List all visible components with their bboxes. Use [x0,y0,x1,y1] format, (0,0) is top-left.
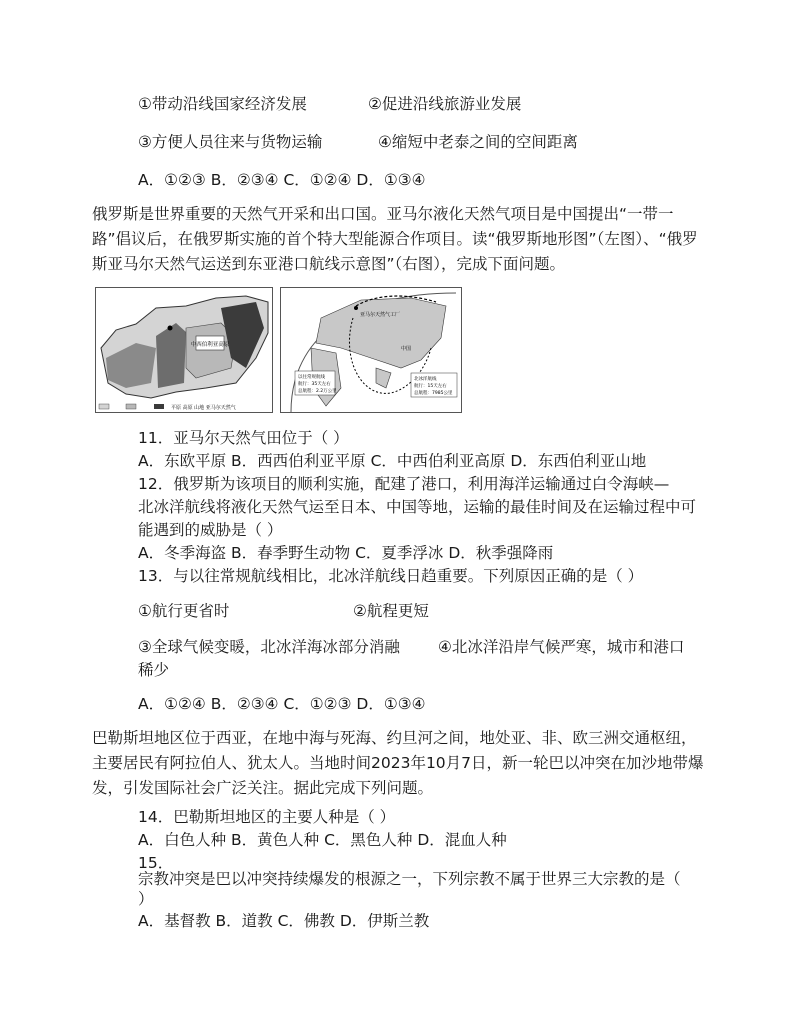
q13-option-3: ③全球气候变暖，北冰洋海冰部分消融 [138,638,400,656]
q15-choices: A．基督教 B．道教 C．佛教 D．伊斯兰教 [138,912,430,930]
q14-stem: 14．巴勒斯坦地区的主要人种是（ ） [138,808,396,826]
map-legend: 平原 高原 山地 亚马尔天然气 [171,405,236,411]
q13-option-4-cont: 稀少 [138,661,170,679]
q14-choices: A．白色人种 B．黄色人种 C．黑色人种 D．混血人种 [138,831,507,849]
q10-option-1: ①带动沿线国家经济发展 [138,95,307,113]
q13-choices: A．①②④ B．②③④ C．①②③ D．①③④ [138,695,426,713]
russia-terrain-map-graphic [96,288,272,412]
route2-distance: 总航程：7985公里 [414,391,453,396]
route1-time: 航行：35天左右 [298,382,331,387]
q15-stem: 宗教冲突是巴以冲突持续爆发的根源之一，下列宗教不属于世界三大宗教的是（ [138,870,681,888]
arctic-route-map-graphic [281,288,461,412]
q10-option-2: ②促进沿线旅游业发展 [368,95,522,113]
plateau-label: 中西伯利亚高原 [190,342,230,348]
china-label: 中国 [401,346,412,352]
q12-line-2: 北冰洋航线将液化天然气运至日本、中国等地，运输的最佳时间及在运输过程中可 [138,498,697,516]
q13-option-1: ①航行更省时 [138,602,230,620]
route2-title: 北冰洋航线 [414,377,437,382]
route1-title: 以往常规航线 [298,375,325,380]
russia-passage: 俄罗斯是世界重要的天然气开采和出口国。亚马尔液化天然气项目是中国提出“一带一路”倡议后，在俄罗斯实施的首个特大型能源合作项目。读“俄罗斯地形图”（左图）、“俄罗斯亚马尔天然气运送到东亚港口航线示意图”（右图），完成下面问题。 [92,205,698,273]
q10-option-3: ③方便人员往来与货物运输 [138,133,323,151]
q13-option-4: ④北冰洋沿岸气候严寒，城市和港口 [438,638,685,656]
gas-plant-label: 亚马尔天然气工厂 [360,312,401,318]
q10-option-4: ④缩短中老泰之间的空间距离 [378,133,578,151]
q12-line-3: 能遇到的威胁是（ ） [138,521,283,539]
arctic-route-map [280,287,462,413]
q15-number: 15． [138,854,174,872]
q11-stem: 11．亚马尔天然气田位于（ ） [138,429,349,447]
q10-choices: A．①②③ B．②③④ C．①②④ D．①③④ [138,171,426,189]
russia-terrain-map [95,287,273,413]
q13-stem: 13．与以往常规航线相比，北冰洋航线日趋重要。下列原因正确的是（ ） [138,567,644,585]
q11-choices: A．东欧平原 B．西西伯利亚平原 C．中西伯利亚高原 D．东西伯利亚山地 [138,452,647,470]
palestine-passage: 巴勒斯坦地区位于西亚，在地中海与死海、约旦河之间，地处亚、非、欧三洲交通枢纽，主要居民有阿拉伯人、犹太人。当地时间2023年10月7日，新一轮巴以冲突在加沙地带爆发，引发国际社会广泛关注。据此完成下列问题。 [92,729,704,797]
q13-option-2: ②航程更短 [353,602,429,620]
route1-distance: 总航程：2.2万公里 [298,389,337,394]
q12-choices: A．冬季海盗 B．春季野生动物 C．夏季浮冰 D．秋季强降雨 [138,544,554,562]
q12-line-1: 12．俄罗斯为该项目的顺利实施，配建了港口，利用海洋运输通过白令海峡— [138,475,670,493]
q15-stem-cont: ） [138,890,154,908]
route2-time: 航行：15天左右 [414,384,447,389]
